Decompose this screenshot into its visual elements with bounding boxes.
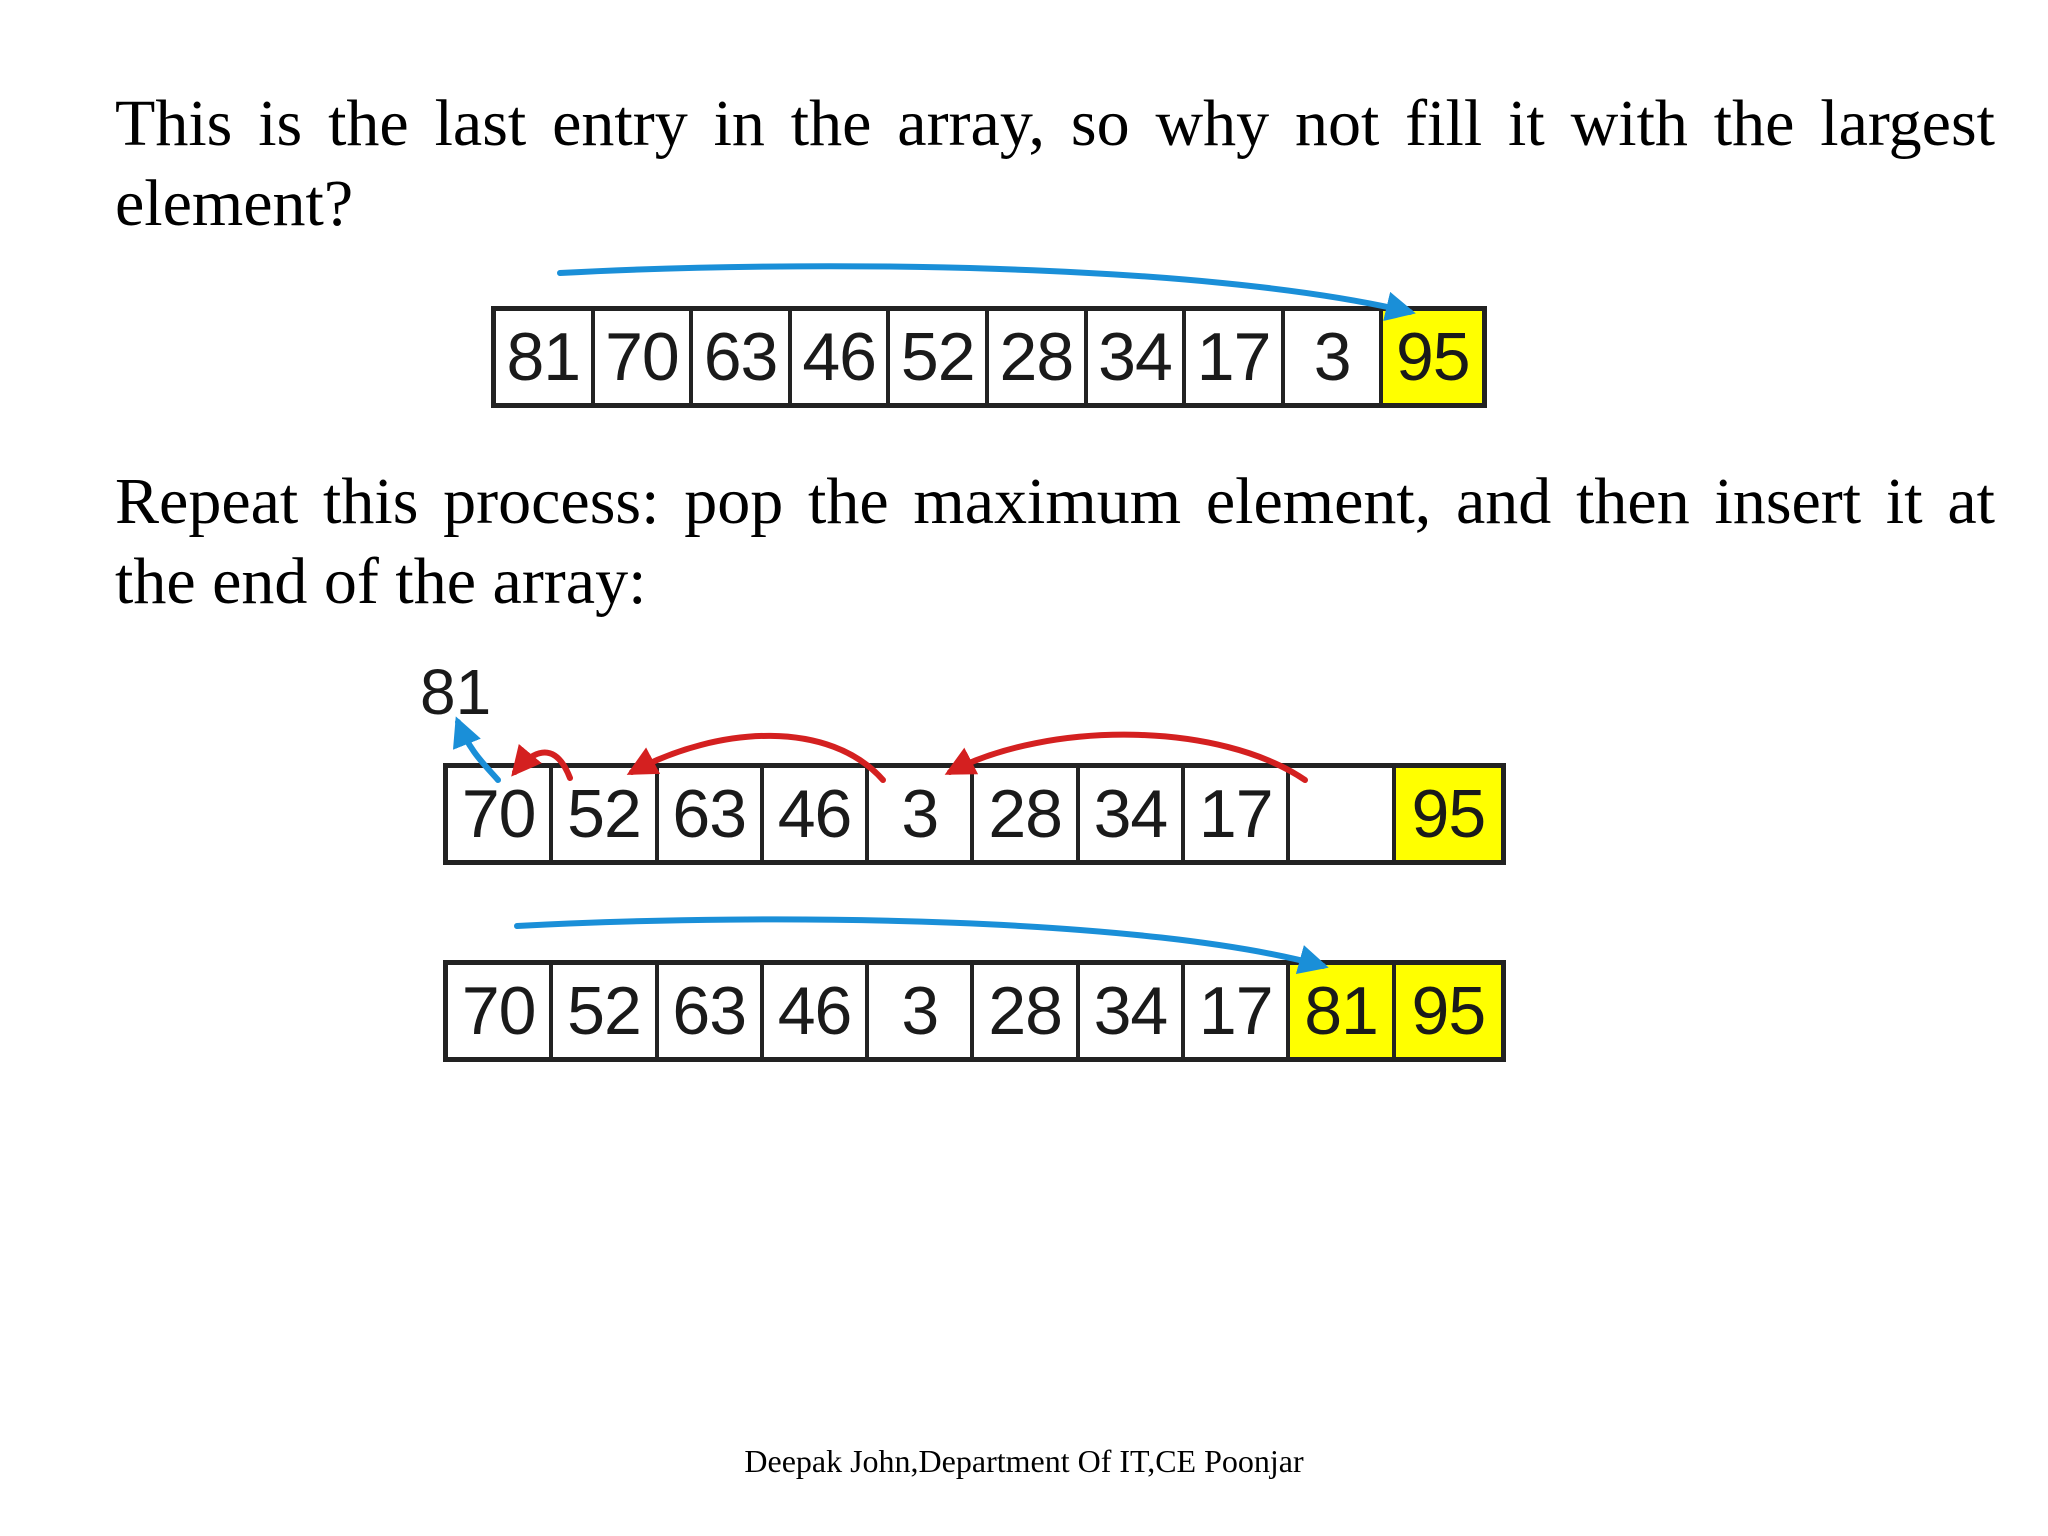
array-cell: 46 [764, 768, 869, 860]
pop-arrow [458, 722, 498, 780]
array-cell: 52 [553, 965, 658, 1057]
array-cell: 46 [764, 965, 869, 1057]
shift-arrow-2 [632, 736, 883, 780]
repeat-paragraph: Repeat this process: pop the maximum element, and then insert it at the end of the array: [115, 465, 1995, 618]
array-cell: 17 [1186, 311, 1285, 403]
intro-paragraph: This is the last entry in the array, so why not fill it with the largest element? [115, 87, 1995, 240]
array-cell: 95 [1396, 965, 1501, 1057]
array-cell: 63 [659, 965, 764, 1057]
popped-value-label: 81 [420, 656, 492, 728]
array-cell: 81 [1290, 965, 1395, 1057]
array-cell: 81 [496, 311, 595, 403]
array-cell: 52 [553, 768, 658, 860]
array-cell: 95 [1383, 311, 1482, 403]
array-cell: 28 [974, 768, 1079, 860]
insert-arrow-2 [517, 919, 1323, 966]
array-cell: 63 [693, 311, 792, 403]
array-cell: 3 [869, 965, 974, 1057]
array-cell: 3 [869, 768, 974, 860]
array-cell: 95 [1396, 768, 1501, 860]
array-cell: 3 [1285, 311, 1384, 403]
array-cell: 70 [595, 311, 694, 403]
array-cell: 17 [1185, 768, 1290, 860]
array-cell: 34 [1080, 768, 1185, 860]
array-cell: 52 [890, 311, 989, 403]
array-cell: 17 [1185, 965, 1290, 1057]
shift-arrow-3 [950, 735, 1305, 780]
array-cell: 34 [1080, 965, 1185, 1057]
shift-arrow-1 [515, 753, 570, 779]
footer-credit: Deepak John,Department Of IT,CE Poonjar [744, 1443, 1304, 1479]
array-cell: 46 [792, 311, 891, 403]
array-cell: 34 [1088, 311, 1187, 403]
array-cell: 28 [989, 311, 1088, 403]
array-cell: 28 [974, 965, 1079, 1057]
array-cell: 63 [659, 768, 764, 860]
insert-arrow-1 [560, 266, 1410, 312]
array-cell: 70 [448, 965, 553, 1057]
array-cell: 70 [448, 768, 553, 860]
